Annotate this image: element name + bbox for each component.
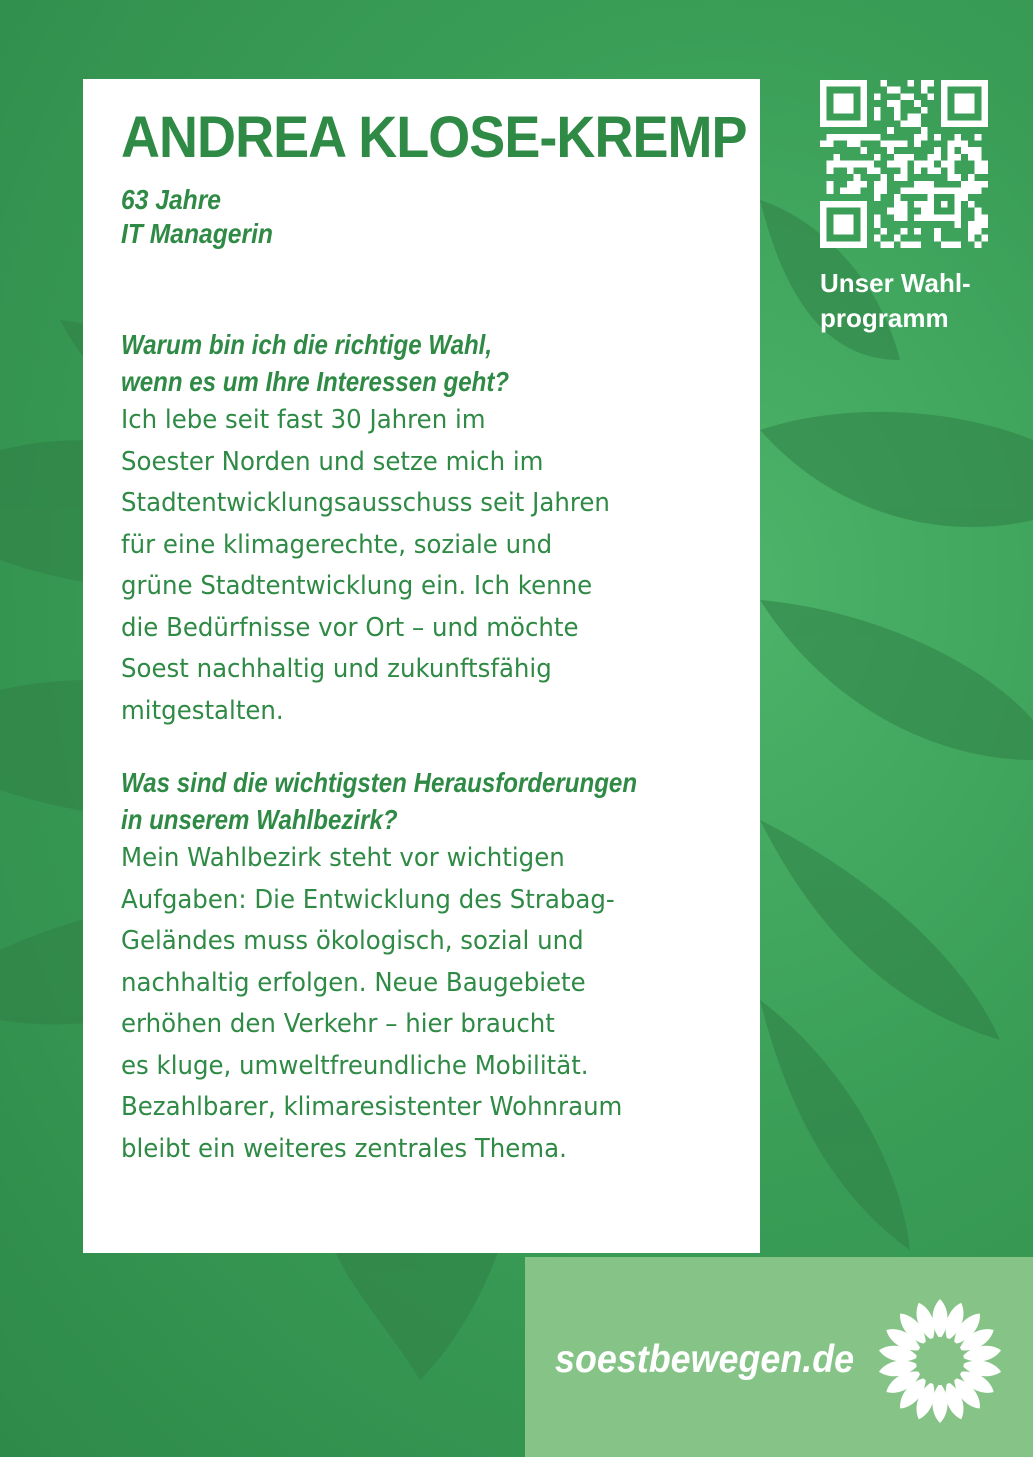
question-line: Warum bin ich die richtige Wahl, (121, 329, 493, 360)
answer-line: es kluge, umweltfreundliche Mobilität. (121, 1050, 589, 1081)
sunflower-petal (933, 1299, 948, 1339)
qr-code-icon[interactable] (820, 80, 988, 248)
qr-label-line: programm (820, 303, 949, 333)
answer-line: Geländes muss ökologisch, sozial und (121, 926, 584, 956)
candidate-profession: IT Managerin (121, 218, 273, 249)
answer-line: Mein Wahlbezirk steht vor wichtigen (121, 843, 565, 873)
question-line: Was sind die wichtigsten Herausforderungen (121, 767, 638, 798)
answer-text (121, 838, 740, 1170)
section-why-me (121, 326, 740, 732)
answer-line: Soest nachhaltig und zukunftsfähig (121, 654, 552, 684)
answer-line: grüne Stadtentwicklung ein. Ich kenne (121, 571, 593, 601)
question-heading (121, 326, 653, 400)
sunflower-icon (875, 1296, 1005, 1426)
candidate-card (83, 79, 760, 1253)
answer-line: Ich lebe seit fast 30 Jahren im (121, 405, 486, 435)
qr-label (820, 266, 1020, 336)
answer-line: die Bedürfnisse vor Ort – und möchte (121, 612, 579, 643)
answer-line: erhöhen den Verkehr – hier braucht (121, 1009, 555, 1039)
answer-line: für eine klimagerechte, soziale und (121, 529, 553, 560)
website-link[interactable]: soestbewegen.de (555, 1338, 855, 1381)
answer-line: Stadtentwicklungsausschuss seit Jahren (121, 488, 610, 518)
answer-line: Soester Norden und setze mich im (121, 446, 544, 477)
sunflower-petal (933, 1383, 948, 1423)
question-line: wenn es um Ihre Interessen geht? (121, 366, 510, 397)
answer-line: Aufgaben: Die Entwicklung des Strabag- (121, 884, 615, 915)
qr-label-line: Unser Wahl- (820, 268, 971, 298)
candidate-age: 63 Jahre (121, 184, 222, 215)
candidate-name: ANDREA KLOSE-KREMP (121, 105, 747, 170)
section-challenges (121, 764, 740, 1170)
answer-text (121, 400, 740, 732)
answer-line: mitgestalten. (121, 695, 284, 726)
answer-line: nachhaltig erfolgen. Neue Baugebiete (121, 967, 586, 998)
question-line: in unserem Wahlbezirk? (121, 804, 398, 835)
answer-line: bleibt ein weiteres zentrales Thema. (121, 1133, 567, 1164)
question-heading (121, 764, 653, 838)
answer-line: Bezahlbarer, klimaresistenter Wohnraum (121, 1092, 623, 1122)
